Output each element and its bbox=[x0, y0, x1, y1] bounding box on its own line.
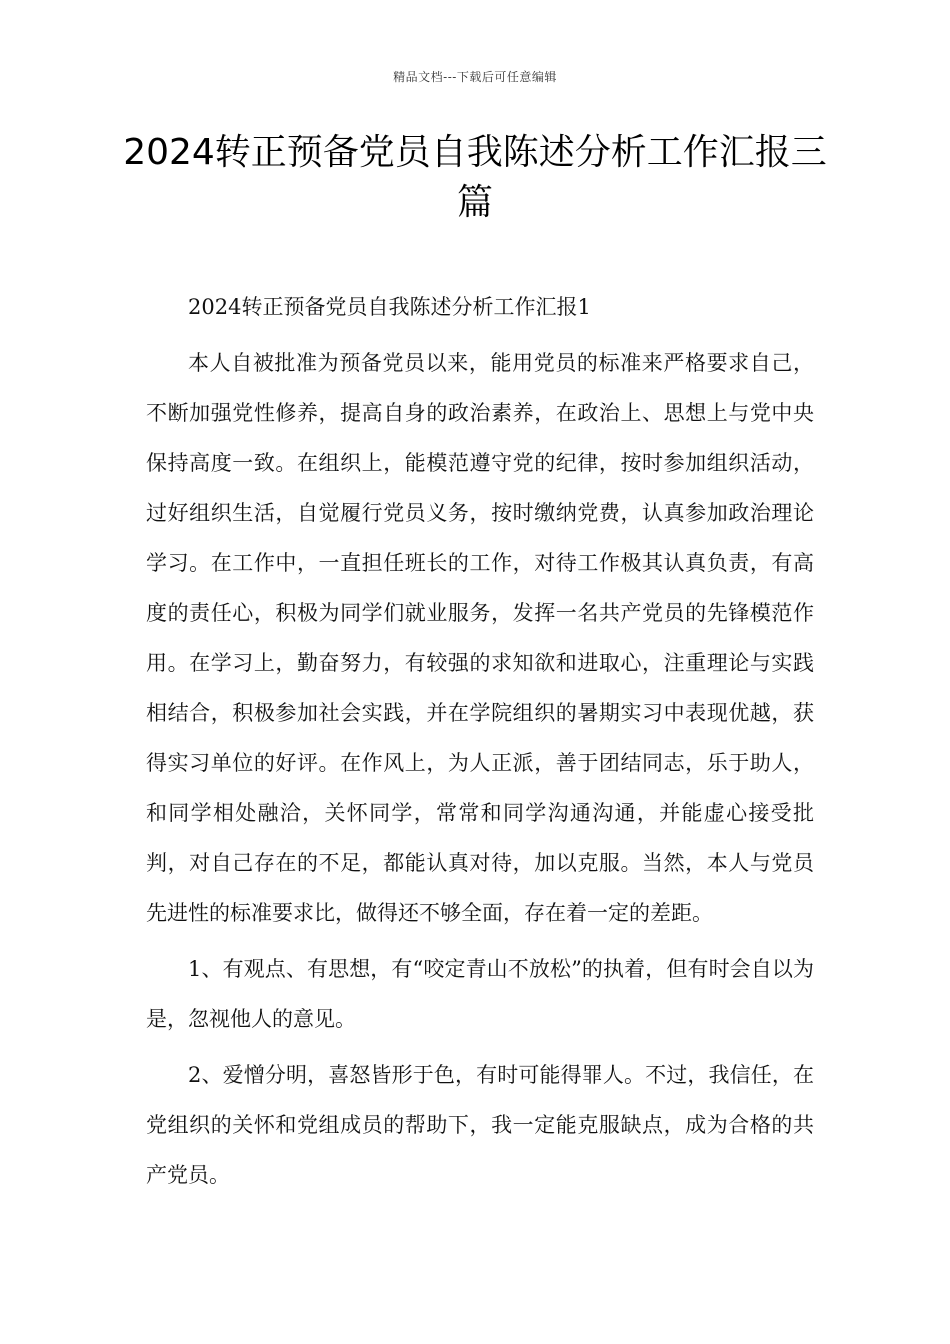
paragraph-1: 本人自被批准为预备党员以来，能用党员的标准来严格要求自己，不断加强党性修养，提高自身的政治素养，在政治上、思想上与党中央保持高度一致。在组织上，能模范遵守党的纪律，按时参加组织活动，过好组织生活，自觉履行党员义务，按时缴纳党费，认真参加政治理论学习。在工作中，一直担任班长的工作，对待工作极其认真负责，有高度的责任心，积极为同学们就业服务，发挥一名共产党员的先锋模范作用。在学习上，勤奋努力，有较强的求知欲和进取心，注重理论与实践相结合，积极参加社会实践，并在学院组织的暑期实习中表现优越，获得实习单位的好评。在作风上，为人正派，善于团结同志，乐于助人，和同学相处融洽，关怀同学，常常和同学沟通沟通，并能虚心接受批判，对自己存在的不足，都能认真对待，加以克服。当然，本人与党员先进性的标准要求比，做得还不够全面，存在着一定的差距。 bbox=[146, 351, 814, 925]
paragraph-3: 2、爱憎分明，喜怒皆形于色，有时可能得罪人。不过，我信任，在党组织的关怀和党组成员的帮助下，我一定能克服缺点，成为合格的共产党员。 bbox=[146, 1063, 814, 1187]
header-note: 精品文档---下载后可任意编辑 bbox=[393, 70, 557, 84]
section-heading: 2024转正预备党员自我陈述分析工作汇报1 bbox=[188, 295, 591, 319]
paragraph-2: 1、有观点、有思想，有“咬定青山不放松”的执着，但有时会自以为是，忽视他人的意见。 bbox=[146, 957, 814, 1031]
document-body bbox=[146, 282, 814, 1206]
document-title: 2024转正预备党员自我陈述分析工作汇报三篇 bbox=[123, 132, 827, 223]
